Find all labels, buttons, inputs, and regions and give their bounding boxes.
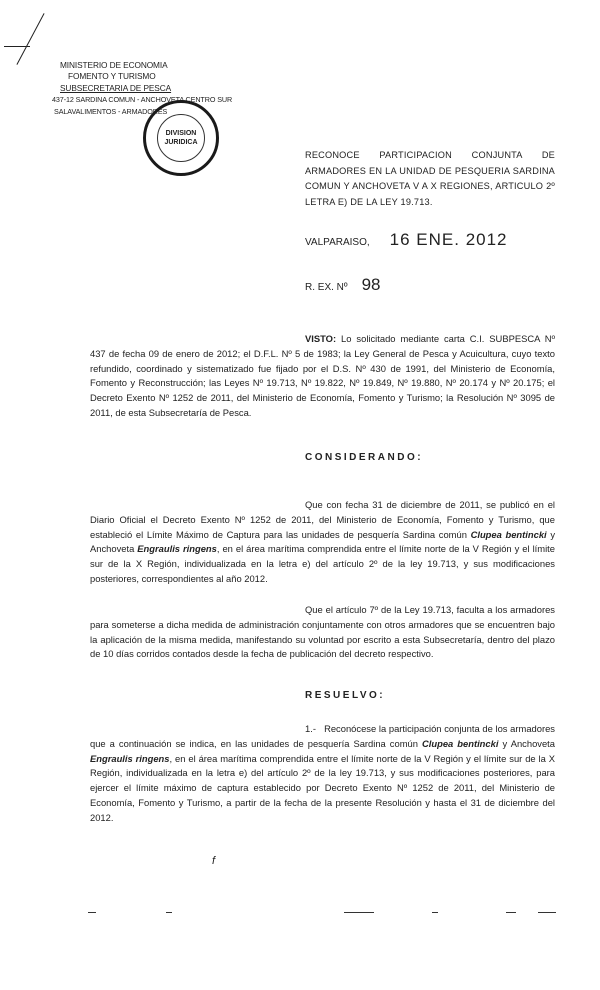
species-engraulis: Engraulis ringens bbox=[137, 543, 217, 555]
ministry-name: MINISTERIO DE ECONOMIA bbox=[60, 60, 168, 70]
signature-line bbox=[432, 912, 438, 913]
stamp-line-1: DIVISION bbox=[165, 130, 197, 137]
signature-line bbox=[506, 912, 516, 913]
resuelvo-title: RESUELVO: bbox=[305, 690, 386, 701]
visto-paragraph bbox=[90, 332, 555, 421]
signature-line bbox=[166, 912, 172, 913]
species-clupea: Clupea bentincki bbox=[470, 528, 547, 540]
resuelvo-p1-text-c: , en el área marítima comprendida entre el límite norte de la V Región y el límite sur de la X Región, individualizada en la letra e) del artículo 2º de la ley 19.713, y sus modificaciones posteriores, para ejercer el límite máximo de captura establecido por Decreto Exento Nº 1252 de 2011, del Ministerio de Economía, Fomento y Turismo, a partir de la fecha de la presente Resolución y hasta el 31 de diciembre del 2012. bbox=[90, 752, 555, 823]
stamp-inner-ring bbox=[157, 114, 205, 162]
resolution-number bbox=[305, 275, 380, 295]
subsecretaria-name: SUBSECRETARIA DE PESCA bbox=[60, 82, 172, 93]
stamp-line-2: JURIDICA bbox=[164, 139, 198, 146]
resuelvo-p1-text-b: y Anchoveta bbox=[498, 737, 555, 749]
resuelvo-paragraph-1 bbox=[90, 722, 555, 826]
resuelvo-p1-text-a: Reconócese la participación conjunta de los armadores que a continuación se indica, en las unidades de pesquería Sardina común bbox=[90, 723, 555, 749]
hand-mark: f bbox=[212, 855, 216, 867]
visto-label: VISTO: bbox=[305, 333, 337, 344]
ministry-subtitle: FOMENTO Y TURISMO bbox=[68, 71, 156, 82]
considerando-p1-text-c: , en el área marítima comprendida entre el límite norte de la V Región y el límite sur de la X Región, individualizada en la letra e) del artículo 2º de la ley 19.713, y sus modificaciones posteriores, correspondientes al año 2012. bbox=[90, 543, 555, 584]
visto-text: Lo solicitado mediante carta C.I. SUBPESCA Nº 437 de fecha 09 de enero de 2012; el D.F.L. Nº 5 de 1983; la Ley General de Pesca y Acuicultura, cuyo texto refundido, coordinado y sistematizado fue fijado por el D.S. Nº 430 de 1991, del Ministerio de Economía, Fomento y Reconstrucción; las Leyes Nº 19.713, Nº 19.822, Nº 19.849, Nº 19.880, Nº 20.174 y Nº 20.175; el Decreto Exento Nº 1252 de 2011, del Ministerio de Economía, Fomento y Turismo; la Resolución Nº 3095 de 2011, de esta Subsecretaría de Pesca. bbox=[90, 333, 555, 418]
resolution-label: R. EX. Nº bbox=[305, 282, 348, 293]
species-engraulis: Engraulis ringens bbox=[90, 752, 170, 764]
place-label: VALPARAISO, bbox=[305, 237, 370, 248]
considerando-p1-text-b: y Anchoveta bbox=[90, 528, 556, 555]
division-stamp bbox=[143, 100, 219, 176]
resolution-subject: RECONOCE PARTICIPACION CONJUNTA DE ARMADORES EN LA UNIDAD DE PESQUERIA SARDINA COMUN Y ANCHOVETA V A X REGIONES, ARTICULO 2º LETRA E) DE LA LEY 19.713. bbox=[305, 150, 555, 207]
signature-line bbox=[88, 912, 96, 913]
date-value: 16 ENE. 2012 bbox=[389, 230, 508, 249]
signature-line bbox=[344, 912, 374, 913]
signature-line bbox=[538, 912, 556, 913]
resolution-value: 98 bbox=[361, 275, 381, 294]
reference-code: 437-12 SARDINA COMUN - ANCHOVETA CENTRO SUR bbox=[52, 95, 233, 105]
species-clupea: Clupea bentincki bbox=[422, 737, 499, 749]
pen-mark bbox=[16, 13, 44, 65]
considerando-paragraph-2: Que el artículo 7º de la Ley 19.713, faculta a los armadores para someterse a dicha medida de administración conjuntamente con otros armadores que se encuentren bajo la aplicación de la misma medida, manifestando su voluntad por escrito a esta Subsecretaría, dentro del plazo de 10 días corridos contados desde la fecha de publicación del decreto respectivo. bbox=[90, 604, 555, 660]
considerando-paragraph-1 bbox=[90, 498, 555, 587]
considerando-p1-text-a: Que con fecha 31 de diciembre de 2011, se publicó en el Diario Oficial el Decreto Exento Nº 1252 de 2011, del Ministerio de Economía, Fomento y Turismo, que estableció el Límite Máximo de Captura para las unidades de pesquería Sardina común bbox=[90, 499, 555, 540]
place-date bbox=[305, 230, 555, 250]
reference-parties: SALAVALIMENTOS - ARMADORES bbox=[54, 106, 168, 116]
pen-mark-dash bbox=[4, 46, 30, 47]
resuelvo-item-number: 1.- bbox=[305, 723, 316, 734]
considerando-title: CONSIDERANDO: bbox=[305, 452, 424, 463]
